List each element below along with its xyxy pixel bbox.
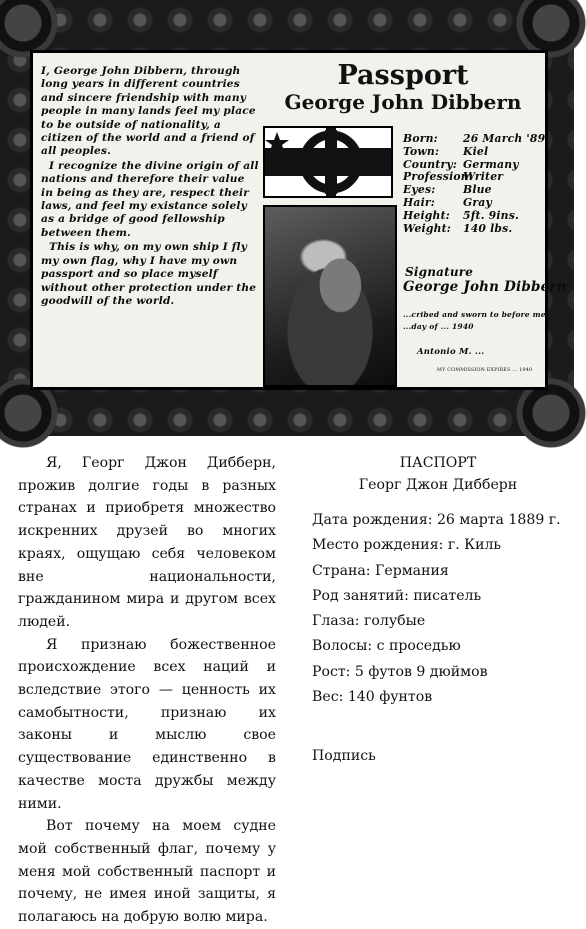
vital-label: Height: (403, 208, 450, 222)
portrait-photo (263, 205, 397, 387)
vital-value: 5ft. 9ins. (463, 208, 519, 222)
translation-manifesto (18, 452, 276, 929)
manifesto-paragraph: I recognize the divine origin of all nations and therefore their value in being as they are, respect their laws, and feel my existance solely as a bridge of good fellowship between them. (41, 159, 259, 239)
notary-block (403, 309, 549, 333)
vital-label: Country: (403, 157, 458, 171)
notary-line: ...cribed and sworn to before me (403, 310, 546, 319)
translation-field: Волосы: с проседью (312, 638, 461, 655)
passport-manifesto (41, 65, 259, 309)
passport-document (30, 50, 567, 390)
vital-value: Germany (463, 157, 519, 171)
translation-field: Глаза: голубые (312, 613, 426, 630)
vital-value: Blue (463, 183, 492, 197)
translation-title: ПАСПОРТ (399, 455, 477, 471)
translation-fields (312, 508, 564, 710)
passport-title: Passport (337, 60, 469, 91)
translation-paragraph: Я, Георг Джон Дибберн, прожив долгие годы в разных странах и приобретя множество искренних друзей во многих краях, ощущаю себя человеком вне национальности, гражданином мира и другом всех людей. (18, 455, 276, 630)
passport-vitals (403, 133, 549, 235)
vital-row (403, 223, 549, 236)
vital-row (403, 133, 549, 146)
vital-row (403, 210, 549, 223)
passport-heading (259, 61, 547, 113)
vital-row (403, 146, 549, 159)
vital-label: Profession: (403, 170, 474, 184)
translation-signature-label: Подпись (312, 748, 376, 765)
star-and-cross-flag-icon (265, 128, 391, 196)
vital-value: 140 lbs. (463, 221, 513, 235)
translation-field: Страна: Германия (312, 562, 449, 579)
vital-value: 26 March '89 (463, 132, 546, 145)
vital-row (403, 197, 549, 210)
flag-emblem (263, 126, 393, 198)
vital-label: Born: (403, 132, 438, 145)
vital-value: Writer (463, 170, 504, 184)
signature-label: Signature (405, 265, 474, 279)
vital-label: Hair: (403, 195, 435, 209)
translation-holder-name: Георг Джон Дибберн (358, 477, 518, 493)
translation-field: Дата рождения: 26 марта 1889 г. (312, 512, 561, 528)
vital-label: Eyes: (403, 183, 436, 197)
notary-signature: Antonio M. ... (417, 347, 485, 357)
passport-scan (0, 0, 574, 436)
notary-line: ...day of ... 1940 (403, 322, 474, 331)
passport-holder-name: George John Dibbern (284, 90, 522, 114)
holder-signature: George John Dibbern (403, 279, 567, 295)
manifesto-paragraph: I, George John Dibbern, through long years in different countries and sincere friendship with many people in many lands feel my place to be outside of nationality, a citizen of the world and a friend of all peoples. (41, 65, 256, 158)
vital-label: Weight: (403, 221, 451, 235)
vital-value: Kiel (463, 144, 489, 158)
vital-value: Gray (463, 195, 492, 209)
translation-field: Род занятий: писатель (312, 587, 482, 604)
translation-paragraph: Я признаю божественное происхождение всех наций и вследствие этого — ценность их самобытности, признаю их законы и мыслю свое существование единственно в качестве моста дружбы между ними. (18, 636, 276, 812)
notary-commission: MY COMMISSION EXPIRES ... 1940 (437, 368, 533, 373)
translation-field: Место рождения: г. Киль (312, 537, 502, 554)
translation-passport (312, 452, 564, 767)
manifesto-paragraph: This is why, on my own ship I fly my own flag, why I have my own passport and so place myself without other protection under the goodwill of the world. (41, 241, 257, 307)
translation-field: Рост: 5 футов 9 дюймов (312, 663, 488, 680)
translation-field: Вес: 140 фунтов (312, 689, 433, 706)
translation-paragraph: Вот почему на моем судне мой собственный флаг, почему у меня мой собственный паспорт и почему, не имея иной защиты, я полагаюсь на добрую волю мира. (18, 818, 276, 926)
vital-label: Town: (403, 144, 440, 158)
